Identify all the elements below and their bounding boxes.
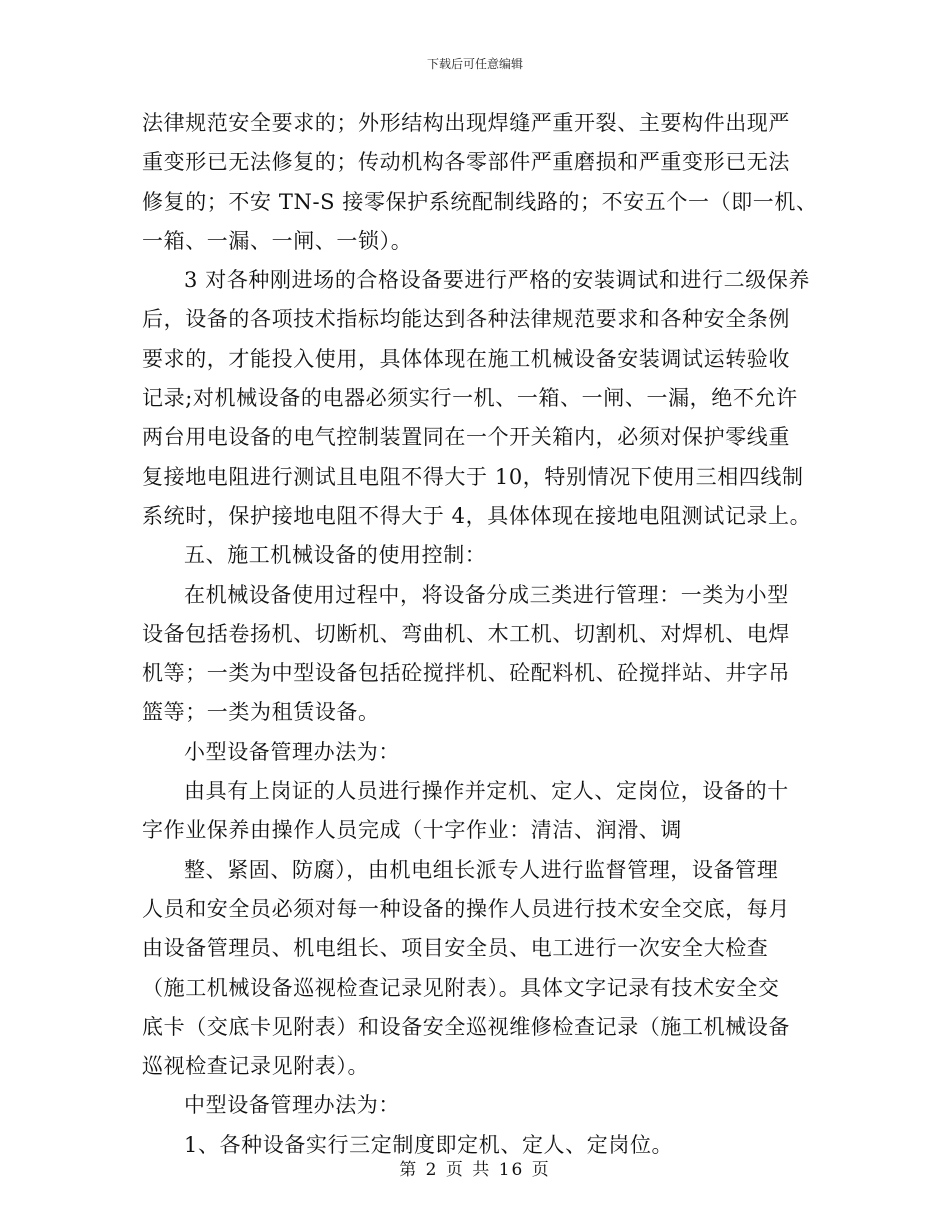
text-line: 系统时，保护接地电阻不得大于 4，具体体现在接地电阻测试记录上。 xyxy=(142,503,812,528)
body-text xyxy=(142,104,818,1165)
page-footer: 第 2 页 共 16 页 xyxy=(399,1160,551,1180)
text-line: 两台用电设备的电气控制装置同在一个开关箱内，必须对保护零线重 xyxy=(142,425,790,450)
text-line: 法律规范安全要求的；外形结构出现焊缝严重开裂、主要构件出现严 xyxy=(142,111,790,135)
page-header: 下载后可任意编辑 xyxy=(426,57,523,71)
text-line: 1、各种设备实行三定制度即定机、定人、定岗位。 xyxy=(184,1132,674,1157)
text-line: 后，设备的各项技术指标均能达到各种法律规范要求和各种安全条例 xyxy=(142,307,790,332)
text-line: 篮等；一类为租赁设备。 xyxy=(142,700,380,725)
section-heading: 五、施工机械设备的使用控制： xyxy=(184,543,487,568)
text-line: 一箱、一漏、一闸、一锁）。 xyxy=(142,228,413,253)
text-line: 巡视检查记录见附表）。 xyxy=(142,1054,370,1079)
text-line: 由具有上岗证的人员进行操作并定机、定人、定岗位，设备的十 xyxy=(184,779,789,804)
text-line: 人员和安全员必须对每一种设备的操作人员进行技术安全交底，每月 xyxy=(142,896,790,921)
text-line: 由设备管理员、机电组长、项目安全员、电工进行一次安全大检查 xyxy=(142,936,769,961)
text-line: 复接地电阻进行测试且电阻不得大于 10，特别情况下使用三相四线制 xyxy=(142,464,804,489)
text-line: 底卡（交底卡见附表）和设备安全巡视维修检查记录（施工机械设备 xyxy=(142,1014,790,1039)
text-line: 字作业保养由操作人员完成（十字作业：清洁、润滑、调 xyxy=(142,818,682,843)
text-line: （施工机械设备巡视检查记录见附表）。具体文字记录有技术安全交 xyxy=(142,975,780,1000)
text-line: 整、紧固、防腐），由机电组长派专人进行监督管理，设备管理 xyxy=(184,857,779,882)
text-line: 修复的；不安 TN-S 接零保护系统配制线路的；不安五个一（即一机、 xyxy=(142,189,818,214)
text-line: 机等；一类为中型设备包括砼搅拌机、砼配料机、砼搅拌站、井字吊 xyxy=(142,661,790,686)
text-line: 设备包括卷扬机、切断机、弯曲机、木工机、切割机、对焊机、电焊 xyxy=(142,621,790,646)
subsection-heading: 小型设备管理办法为： xyxy=(184,739,400,764)
text-line: 要求的，才能投入使用，具体体现在施工机械设备安装调试运转验收 xyxy=(142,346,790,371)
text-line: 记录;对机械设备的电器必须实行一机、一箱、一闸、一漏，绝不允许 xyxy=(142,386,798,411)
text-line: 在机械设备使用过程中，将设备分成三类进行管理：一类为小型 xyxy=(184,582,789,607)
text-line: 3 对各种刚进场的合格设备要进行严格的安装调试和进行二级保养 xyxy=(184,268,811,293)
text-line: 重变形已无法修复的；传动机构各零部件严重磨损和严重变形已无法 xyxy=(142,150,790,175)
subsection-heading: 中型设备管理办法为： xyxy=(184,1093,400,1118)
